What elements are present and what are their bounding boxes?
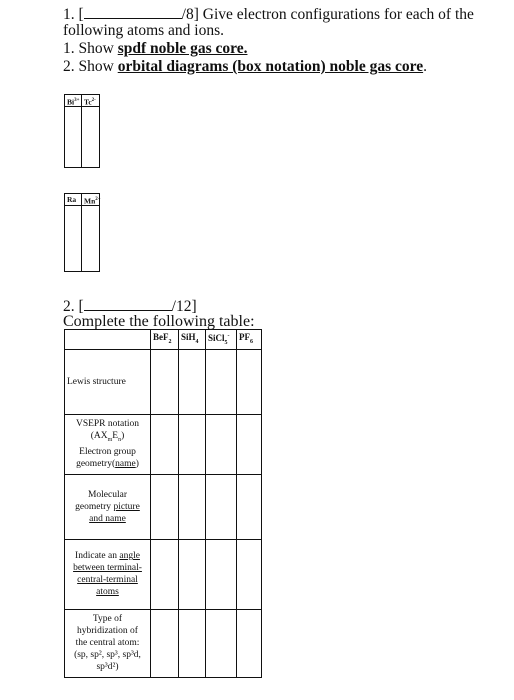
answer-cell[interactable] [237, 414, 262, 474]
config-table-2 [64, 193, 100, 272]
answer-cell[interactable] [179, 349, 206, 414]
answer-cell[interactable] [151, 474, 179, 539]
header-formula: PF [239, 332, 250, 342]
answer-cell[interactable] [151, 539, 179, 609]
row-label-line: Type of [92, 614, 123, 625]
q1-item2-emphasis: orbital diagrams (box notation) noble gas core [117, 58, 424, 75]
q2-score-total: /12] [171, 298, 197, 315]
header-sicl5 [206, 330, 237, 350]
header-sih4 [179, 330, 206, 350]
row-label-line: (sp, sp², sp³, sp³d, [74, 650, 141, 661]
config-table-1 [64, 94, 100, 168]
answer-cell[interactable] [206, 539, 237, 609]
row-label-line: E [112, 431, 119, 442]
header-formula: SiH [181, 332, 196, 342]
answer-cell[interactable] [151, 414, 179, 474]
config-header-charge: 3+ [74, 98, 80, 103]
row-label-underlined: picture [113, 501, 140, 512]
row-label-line: Electron group [79, 447, 136, 458]
config-header-mn [82, 194, 99, 206]
row-label-line: hybridization of [77, 626, 138, 637]
row-label-text [65, 416, 150, 472]
table-header-row [65, 330, 262, 350]
row-label-underlined: atoms [96, 587, 119, 598]
row-label-hybridization [65, 609, 151, 677]
answer-cell[interactable] [237, 474, 262, 539]
header-bef2 [151, 330, 179, 350]
row-label-lewis [65, 349, 151, 414]
answer-cell[interactable] [151, 609, 179, 677]
header-subscript: 2 [168, 338, 172, 345]
row-label-line: the central atom: [75, 638, 140, 649]
row-label-underlined: and name [89, 513, 126, 524]
answer-cell[interactable] [179, 414, 206, 474]
row-label-line: Molecular [87, 489, 128, 500]
row-label-line: geometry( [76, 459, 116, 470]
answer-cell[interactable] [237, 539, 262, 609]
config-answer-ra[interactable] [65, 206, 82, 271]
config-header-label: Mn [84, 196, 96, 206]
answer-cell[interactable] [179, 474, 206, 539]
config-header-bi [65, 95, 82, 107]
q2-instruction: Complete the following table: [63, 313, 255, 330]
config-header-charge: 2- [91, 98, 96, 103]
table-row-lewis [65, 349, 262, 414]
q1-line1 [63, 4, 474, 24]
q1-number: 1. [ [63, 6, 84, 23]
row-label-text [65, 548, 150, 600]
row-label-line: ) [121, 431, 125, 442]
table-row-vsepr [65, 414, 262, 474]
header-pf6 [237, 330, 262, 350]
answer-cell[interactable] [206, 609, 237, 677]
q1-item2 [63, 58, 427, 76]
q1-line2: following atoms and ions. [63, 22, 225, 39]
table-row-hybridization [65, 609, 262, 677]
row-label-line: sp³d²) [96, 662, 119, 673]
q1-item2-end: . [423, 58, 427, 75]
q1-score-blank[interactable] [84, 4, 182, 19]
header-formula: SiCl [208, 333, 225, 343]
answer-cell[interactable] [179, 539, 206, 609]
q1-item1 [63, 40, 247, 58]
row-label-molecular [65, 474, 151, 539]
row-label-text: Lewis structure [67, 376, 126, 387]
answer-cell[interactable] [179, 609, 206, 677]
answer-cell[interactable] [206, 349, 237, 414]
row-label-underlined: central-terminal [77, 575, 138, 586]
row-label-sub: n [118, 437, 122, 444]
answer-cell[interactable] [237, 349, 262, 414]
header-subscript: 6 [250, 338, 253, 345]
row-label-sub: m [107, 437, 113, 444]
config-header-ra [65, 194, 82, 206]
answer-cell[interactable] [206, 474, 237, 539]
row-label-underlined: angle [119, 551, 140, 562]
row-label-underlined: name [115, 459, 136, 470]
table-row-molecular [65, 474, 262, 539]
header-formula: BeF [153, 332, 169, 342]
answer-cell[interactable] [237, 609, 262, 677]
q2-number: 2. [ [63, 298, 84, 315]
row-label-angle [65, 539, 151, 609]
row-label-vsepr [65, 414, 151, 474]
answer-cell[interactable] [206, 414, 237, 474]
config-header-charge: 2+ [95, 197, 101, 202]
config-answer-mn[interactable] [82, 206, 99, 271]
row-label-underlined: between terminal- [73, 563, 142, 574]
config-header-label: Ra [67, 195, 77, 204]
config-answer-tc[interactable] [82, 107, 99, 167]
q1-text: /8] Give electron configurations for each of the [181, 6, 474, 23]
q1-item1-emphasis: spdf noble gas core. [117, 40, 248, 57]
header-charge: - [227, 333, 230, 339]
corner-cell [65, 330, 151, 350]
q1-item1-prefix: 1. Show [63, 40, 118, 57]
config-header-label: Bi [67, 97, 75, 107]
header-subscript: 5 [224, 339, 228, 346]
row-label-line: VSEPR notation [75, 419, 140, 430]
answer-cell[interactable] [151, 349, 179, 414]
row-label-line: Indicate an [75, 551, 120, 562]
row-label-text [65, 611, 150, 675]
row-label-line: geometry [75, 501, 114, 512]
molecule-table [64, 329, 262, 678]
header-subscript: 4 [195, 338, 199, 345]
q2-score-blank[interactable] [84, 296, 172, 311]
config-answer-bi[interactable] [65, 107, 82, 167]
row-label-text [65, 487, 150, 527]
config-header-label: Tc [84, 97, 92, 107]
table-row-angle [65, 539, 262, 609]
row-label-line: ) [135, 459, 139, 470]
row-label-line: (AX [90, 431, 108, 442]
config-header-tc [82, 95, 99, 107]
q1-item2-prefix: 2. Show [63, 58, 118, 75]
